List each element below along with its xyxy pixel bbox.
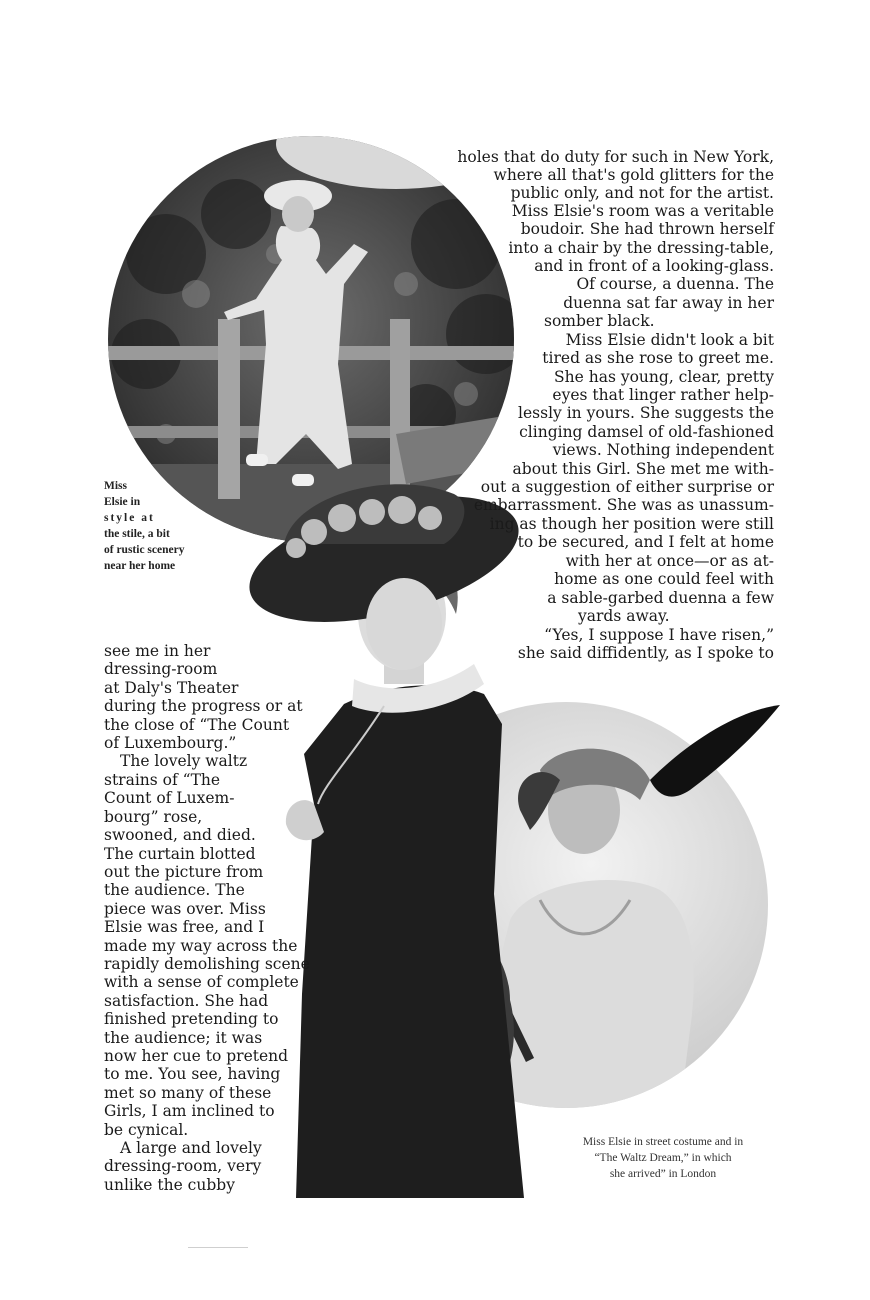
text-line: with her at once—or as at-: [565, 552, 774, 570]
text-line: about this Girl. She met me with-: [512, 460, 774, 478]
text-line: during the progress or at: [104, 697, 303, 715]
text-line: into a chair by the dressing-table,: [508, 239, 774, 257]
text-line: She has young, clear, pretty: [554, 368, 774, 386]
caption-line: “The Waltz Dream,” in which: [594, 1152, 732, 1164]
text-line: bourg” rose,: [104, 808, 203, 826]
text-line: unlike the cubby: [104, 1176, 235, 1194]
text-line: Elsie was free, and I: [104, 918, 265, 936]
text-line: The lovely waltz: [120, 752, 248, 770]
text-line: to me. You see, having: [104, 1065, 281, 1083]
text-line: the audience; it was: [104, 1029, 263, 1047]
caption-line: Miss Elsie in street costume and in: [582, 1136, 744, 1148]
caption-line: Elsie in: [104, 496, 141, 508]
text-line: home as one could feel with: [554, 570, 774, 588]
text-line: ing as though her position were still: [489, 515, 774, 533]
text-line: at Daly's Theater: [104, 679, 239, 697]
text-line: where all that's gold glitters for the: [493, 166, 774, 184]
text-line: The curtain blotted: [104, 845, 256, 863]
caption-stile: [104, 478, 184, 574]
text-line: boudoir. She had thrown herself: [520, 220, 774, 238]
text-line: a sable-garbed duenna a few: [547, 589, 774, 607]
caption-line: she arrived” in London: [609, 1168, 717, 1180]
text-line: rapidly demolishing scene: [104, 955, 310, 973]
text-line: she said diffidently, as I spoke to: [517, 644, 774, 662]
text-line: views. Nothing independent: [552, 441, 774, 459]
text-line: now her cue to pretend: [104, 1047, 289, 1065]
text-line: made my way across the: [104, 937, 298, 955]
text-line: Miss Elsie didn't look a bit: [565, 331, 774, 349]
text-line: clinging damsel of old-fashioned: [519, 423, 774, 441]
text-line: met so many of these: [104, 1084, 272, 1102]
text-line: piece was over. Miss: [104, 900, 266, 918]
text-line: public only, and not for the artist.: [510, 184, 774, 202]
text-line: Girls, I am inclined to: [104, 1102, 275, 1120]
caption-line: of rustic scenery: [104, 544, 185, 556]
bottom-rule: [188, 1247, 248, 1248]
text-line: out the picture from: [104, 863, 264, 881]
text-line: the close of “The Count: [104, 716, 290, 734]
photo-portrait: [244, 474, 526, 1198]
text-line: “Yes, I suppose I have risen,”: [544, 626, 774, 644]
text-line: dressing-room: [104, 660, 218, 678]
text-line: yards away.: [578, 607, 670, 625]
text-line: Count of Luxem-: [104, 789, 235, 807]
text-line: tired as she rose to greet me.: [542, 349, 774, 367]
text-line: to be secured, and I felt at home: [517, 533, 774, 551]
text-line: swooned, and died.: [104, 826, 256, 844]
text-line: with a sense of complete: [104, 973, 299, 991]
caption-line: style at: [104, 512, 155, 524]
text-line: Miss Elsie's room was a veritable: [511, 202, 774, 220]
text-line: of Luxembourg.”: [104, 734, 237, 752]
text-line: eyes that linger rather help-: [552, 386, 774, 404]
caption-line: the stile, a bit: [104, 528, 170, 540]
text-line: embarrassment. She was as unassum-: [473, 496, 774, 514]
caption-violin: [530, 1134, 796, 1182]
text-line: A large and lovely: [120, 1139, 262, 1157]
text-line: strains of “The: [104, 771, 221, 789]
text-line: out a suggestion of either surprise or: [480, 478, 774, 496]
text-line: dressing-room, very: [104, 1157, 262, 1175]
text-line: duenna sat far away in her: [563, 294, 774, 312]
text-line: see me in her: [104, 642, 211, 660]
caption-line: near her home: [104, 560, 176, 572]
text-line: satisfaction. She had: [104, 992, 269, 1010]
text-line: and in front of a looking-glass.: [534, 257, 774, 275]
text-line: holes that do duty for such in New York,: [457, 148, 774, 166]
text-line: the audience. The: [104, 881, 245, 899]
caption-line: Miss: [104, 480, 127, 492]
text-line: finished pretending to: [104, 1010, 279, 1028]
text-line: be cynical.: [104, 1121, 189, 1139]
text-line: Of course, a duenna. The: [576, 275, 774, 293]
text-line: lessly in yours. She suggests the: [518, 404, 774, 422]
text-line: somber black.: [544, 312, 655, 330]
